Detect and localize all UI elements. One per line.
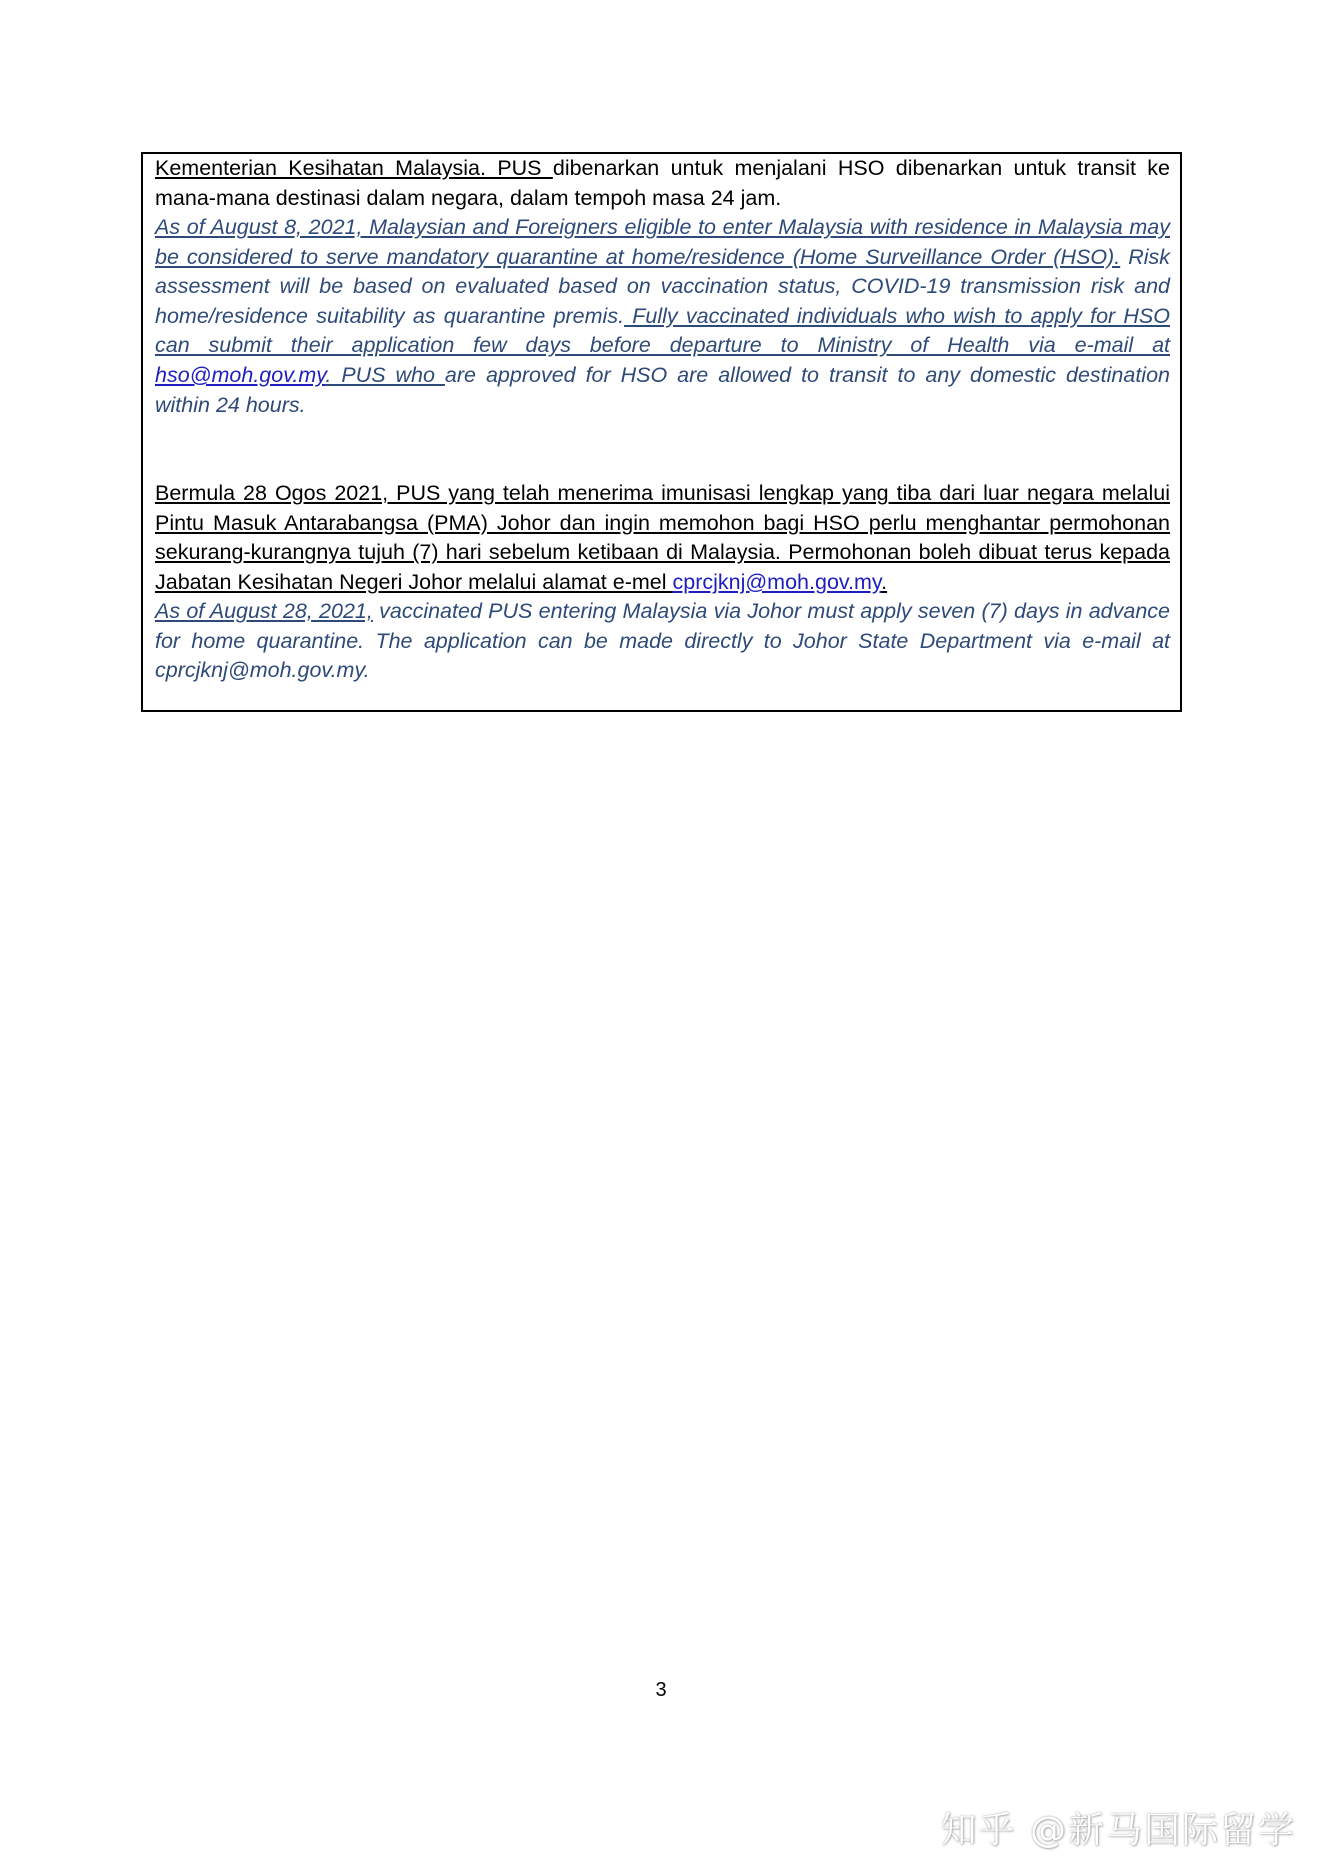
underlined-text: Bermula 28 Ogos 2021, PUS yang telah menerima imunisasi lengkap yang tiba dari luar negara melalui Pintu Masuk Antarabangsa (PMA) Johor dan ingin memohon bagi HSO perlu menghantar permohonan sekurang-kurangnya tujuh (7) hari sebelum ketibaan di Malaysia. Permohonan boleh dibuat terus kepada Jabatan Kesihatan Negeri Johor melalui alamat e-mel (155, 481, 1170, 594)
underlined-text: Fully vaccinated individuals who wish to apply for HSO can submit their application few days before departure to Ministry of Health via e-mail at (155, 303, 1170, 358)
underlined-text: . PUS who (325, 362, 445, 387)
johor-email-link[interactable]: cprcjknj@moh.gov.my (672, 569, 882, 594)
body-text: dibenarkan untuk menjalani HSO dibenarkan untuk transit ke mana-mana destinasi dalam negara, dalam tempoh masa 24 jam. (155, 156, 1170, 210)
body-text: are approved for HSO are allowed to transit to any domestic destination within 24 hours. (155, 362, 1170, 417)
underlined-text: Kementerian Kesihatan Malaysia. PUS (155, 156, 553, 180)
english-paragraph-johor (155, 597, 1170, 686)
malay-paragraph-johor (155, 479, 1170, 597)
notice-box (141, 152, 1182, 712)
page-number: 3 (655, 1679, 667, 1701)
english-paragraph-hso (155, 213, 1170, 420)
malay-paragraph-transit (155, 154, 1170, 213)
body-text: Risk assessment will be based on evaluated based on vaccination status, COVID-19 transmission risk and home/residence suitability as quarantine premis. (155, 244, 1170, 328)
body-text: vaccinated PUS entering Malaysia via Johor must apply seven (7) days in advance for home quarantine. The application can be made directly to Johor State Department via e-mail at cprcjknj@moh.gov.my. (155, 599, 1170, 683)
watermark: 知乎 @新马国际留学 (940, 1810, 1296, 1851)
hso-email-link[interactable]: hso@moh.gov.my (155, 362, 326, 387)
underlined-text: As of August 8, 2021, Malaysian and Foreigners eligible to enter Malaysia with residence in Malaysia may be considered to serve mandatory quarantine at home/residence (Home Surveillance Order (HSO). (155, 215, 1170, 269)
underlined-text: As of August 28, 2021, (155, 599, 373, 623)
underlined-text: . (881, 569, 888, 594)
